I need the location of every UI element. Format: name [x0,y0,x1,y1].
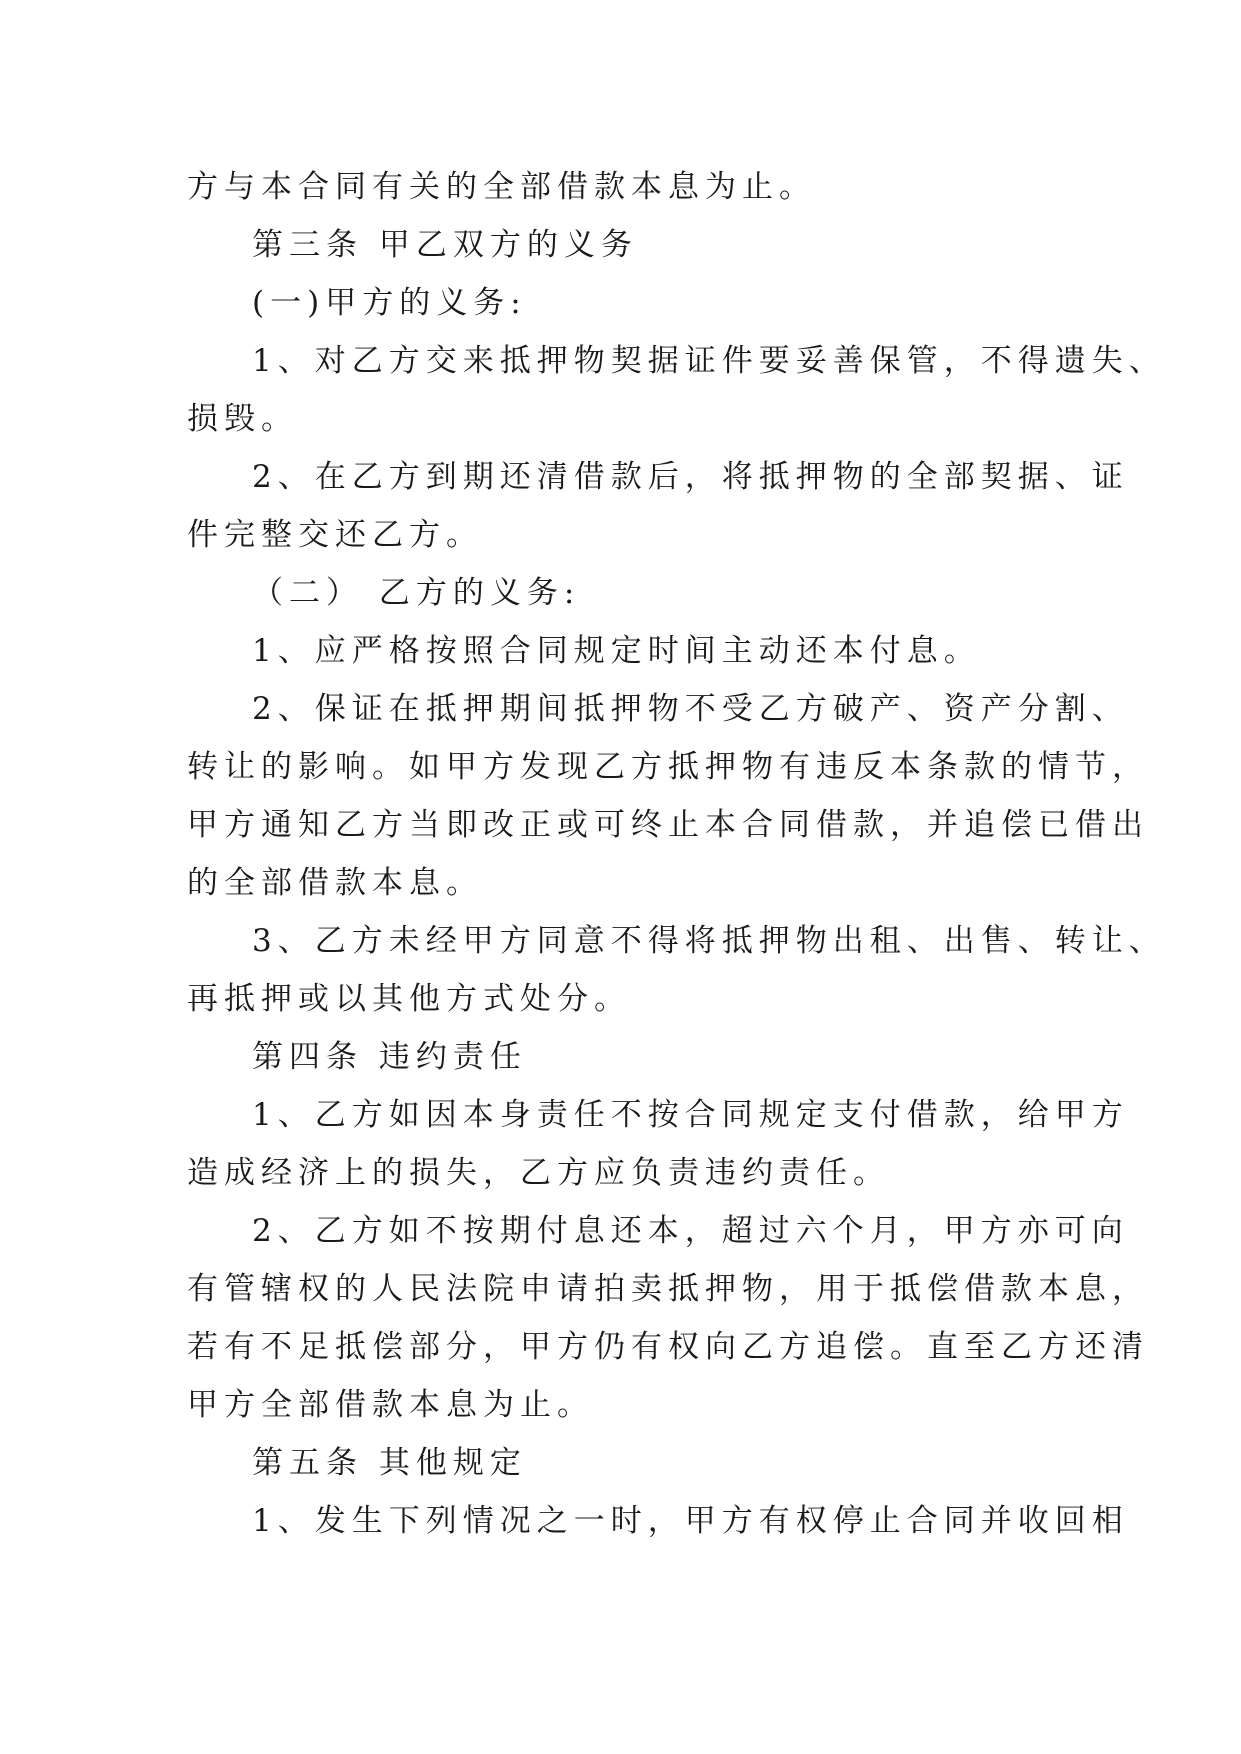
text-line: （二） 乙方的义务: [252,575,581,611]
text-line: 的全部借款本息。 [187,865,483,901]
text-line: 第三条 甲乙双方的义务 [252,227,638,263]
text-line: 转让的影响。如甲方发现乙方抵押物有违反本条款的情节， [187,749,1149,785]
document-body [187,158,1166,1550]
text-line: 有管辖权的人民法院申请拍卖抵押物，用于抵偿借款本息， [187,1271,1149,1307]
text-line: 第四条 违约责任 [252,1039,527,1075]
text-line: (一)甲方的义务: [252,285,527,321]
text-line: 再抵押或以其他方式处分。 [187,981,631,1017]
text-line: 2、在乙方到期还清借款后，将抵押物的全部契据、证 [252,459,1129,495]
text-line: 2、乙方如不按期付息还本，超过六个月，甲方亦可向 [252,1213,1129,1249]
text-line: 甲方全部借款本息为止。 [187,1387,594,1423]
text-line: 甲方通知乙方当即改正或可终止本合同借款，并追偿已借出 [187,807,1149,843]
text-line: 1、对乙方交来抵押物契据证件要妥善保管，不得遗失、 [252,343,1166,379]
text-line: 损毁。 [187,401,298,437]
text-line: 第五条 其他规定 [252,1445,527,1481]
text-line: 1、发生下列情况之一时，甲方有权停止合同并收回相 [252,1503,1129,1539]
text-line: 3、乙方未经甲方同意不得将抵押物出租、出售、转让、 [252,923,1166,959]
text-line: 2、保证在抵押期间抵押物不受乙方破产、资产分割、 [252,691,1129,727]
text-line: 方与本合同有关的全部借款本息为止。 [187,169,816,205]
text-line: 若有不足抵偿部分，甲方仍有权向乙方追偿。直至乙方还清 [187,1329,1149,1365]
text-line: 1、乙方如因本身责任不按合同规定支付借款，给甲方 [252,1097,1129,1133]
text-line: 件完整交还乙方。 [187,517,483,553]
text-line: 造成经济上的损失，乙方应负责违约责任。 [187,1155,890,1191]
text-line: 1、应严格按照合同规定时间主动还本付息。 [252,633,981,669]
